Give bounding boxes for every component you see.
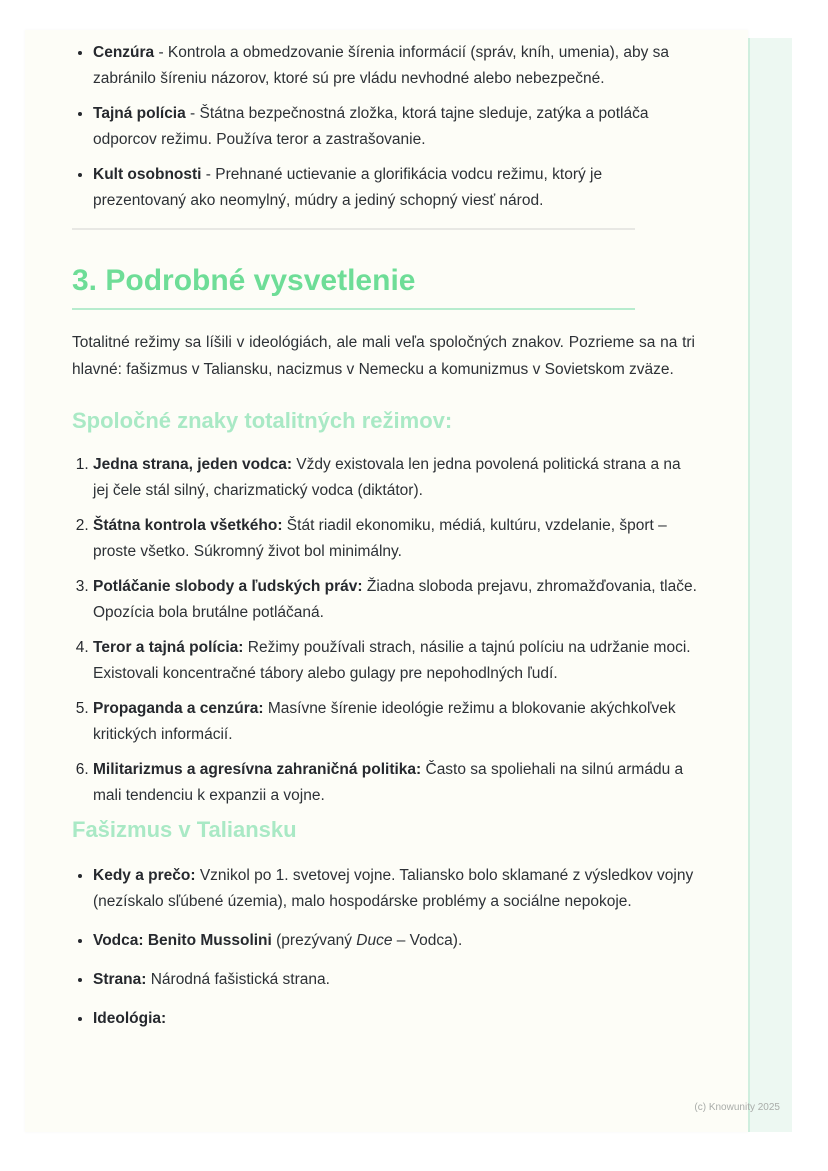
sub-heading-fascism-italy: Fašizmus v Taliansku [72, 817, 297, 842]
section-divider [72, 228, 635, 230]
leader-nickname: Duce [356, 932, 393, 949]
sub-heading-common-traits: Spoločné znaky totalitných režimov: [72, 408, 453, 433]
fact-text: (prezývaný [271, 932, 357, 949]
list-item [93, 928, 697, 954]
trait-text: Režimy používali strach, násilie a tajnú políciu na udržanie moci. Existovali koncentračné tábory alebo gulagy pre nepohodlných ľudí. [93, 639, 691, 682]
copyright-watermark: (c) Knowunity 2025 [694, 1102, 780, 1113]
list-item [93, 863, 697, 915]
term-label: Kult osobnosti [93, 166, 202, 183]
fact-text: – Vodca). [392, 932, 463, 949]
fact-text: Vznikol po 1. svetovej vojne. Taliansko bolo sklamané z výsledkov vojny (nezískalo sľúbené územia), malo hospodárske problémy a sociálne nepokoje. [93, 867, 694, 910]
term-definition: - Kontrola a obmedzovanie šírenia informácií (správ, kníh, umenia), aby sa zabránilo šíreniu názorov, ktoré sú pre vládu nevhodné alebo nebezpečné. [93, 44, 670, 87]
section-intro-paragraph: Totalitné režimy sa líšili v ideológiách, ale mali veľa spoločných znakov. Pozrieme sa na tri hlavné: fašizmus v Taliansku, nacizmus v Nemecku a komunizmus v Sovietskom zväze. [72, 334, 695, 378]
list-item [93, 696, 697, 748]
trait-label: Propaganda a cenzúra: [93, 700, 264, 717]
document-page [25, 30, 748, 1132]
list-item [93, 757, 697, 809]
document-content [72, 40, 697, 1032]
trait-label: Potláčanie slobody a ľudských práv: [93, 578, 363, 595]
list-item [93, 101, 697, 153]
term-label: Tajná polícia [93, 105, 186, 122]
trait-label: Teror a tajná polícia: [93, 639, 244, 656]
list-item [93, 162, 697, 214]
list-item [93, 1006, 697, 1032]
list-item [93, 40, 697, 92]
list-item [93, 574, 697, 626]
term-definition-list [72, 40, 697, 214]
fascism-facts-list [72, 863, 697, 1032]
trait-label: Jedna strana, jeden vodca: [93, 456, 292, 473]
list-item [93, 967, 697, 993]
term-definition: - Prehnané uctievanie a glorifikácia vodcu režimu, ktorý je prezentovaný ako neomylný, múdry a jediný schopný viesť národ. [93, 166, 603, 209]
trait-label: Militarizmus a agresívna zahraničná politika: [93, 761, 422, 778]
fact-label: Ideológia: [93, 1010, 167, 1027]
trait-text: Masívne šírenie ideológie režimu a blokovanie akýchkoľvek kritických informácií. [93, 700, 676, 743]
term-label: Cenzúra [93, 44, 155, 61]
trait-label: Štátna kontrola všetkého: [93, 517, 283, 534]
fact-label: Kedy a prečo: [93, 867, 196, 884]
page-title: 3. Podrobné vysvetlenie [72, 263, 635, 310]
list-item [93, 635, 697, 687]
list-item [93, 452, 697, 504]
fact-label: Strana: [93, 971, 147, 988]
trait-text: Štát riadil ekonomiku, médiá, kultúru, vzdelanie, šport – proste všetko. Súkromný život bol minimálny. [93, 517, 667, 560]
trait-text: Často sa spoliehali na silnú armádu a mali tendenciu k expanzii a vojne. [93, 761, 684, 804]
page-edge-ribbon [748, 38, 792, 1132]
fact-text: Národná fašistická strana. [146, 971, 330, 988]
trait-text: Vždy existovala len jedna povolená politická strana a na jej čele stál silný, charizmatický vodca (diktátor). [93, 456, 681, 499]
fact-label: Vodca: Benito Mussolini [93, 932, 272, 949]
common-traits-list [72, 452, 697, 809]
trait-text: Žiadna sloboda prejavu, zhromažďovania, tlače. Opozícia bola brutálne potláčaná. [93, 578, 697, 621]
list-item [93, 513, 697, 565]
term-definition: - Štátna bezpečnostná zložka, ktorá tajne sleduje, zatýka a potláča odporcov režimu. Používa teror a zastrašovanie. [93, 105, 649, 148]
